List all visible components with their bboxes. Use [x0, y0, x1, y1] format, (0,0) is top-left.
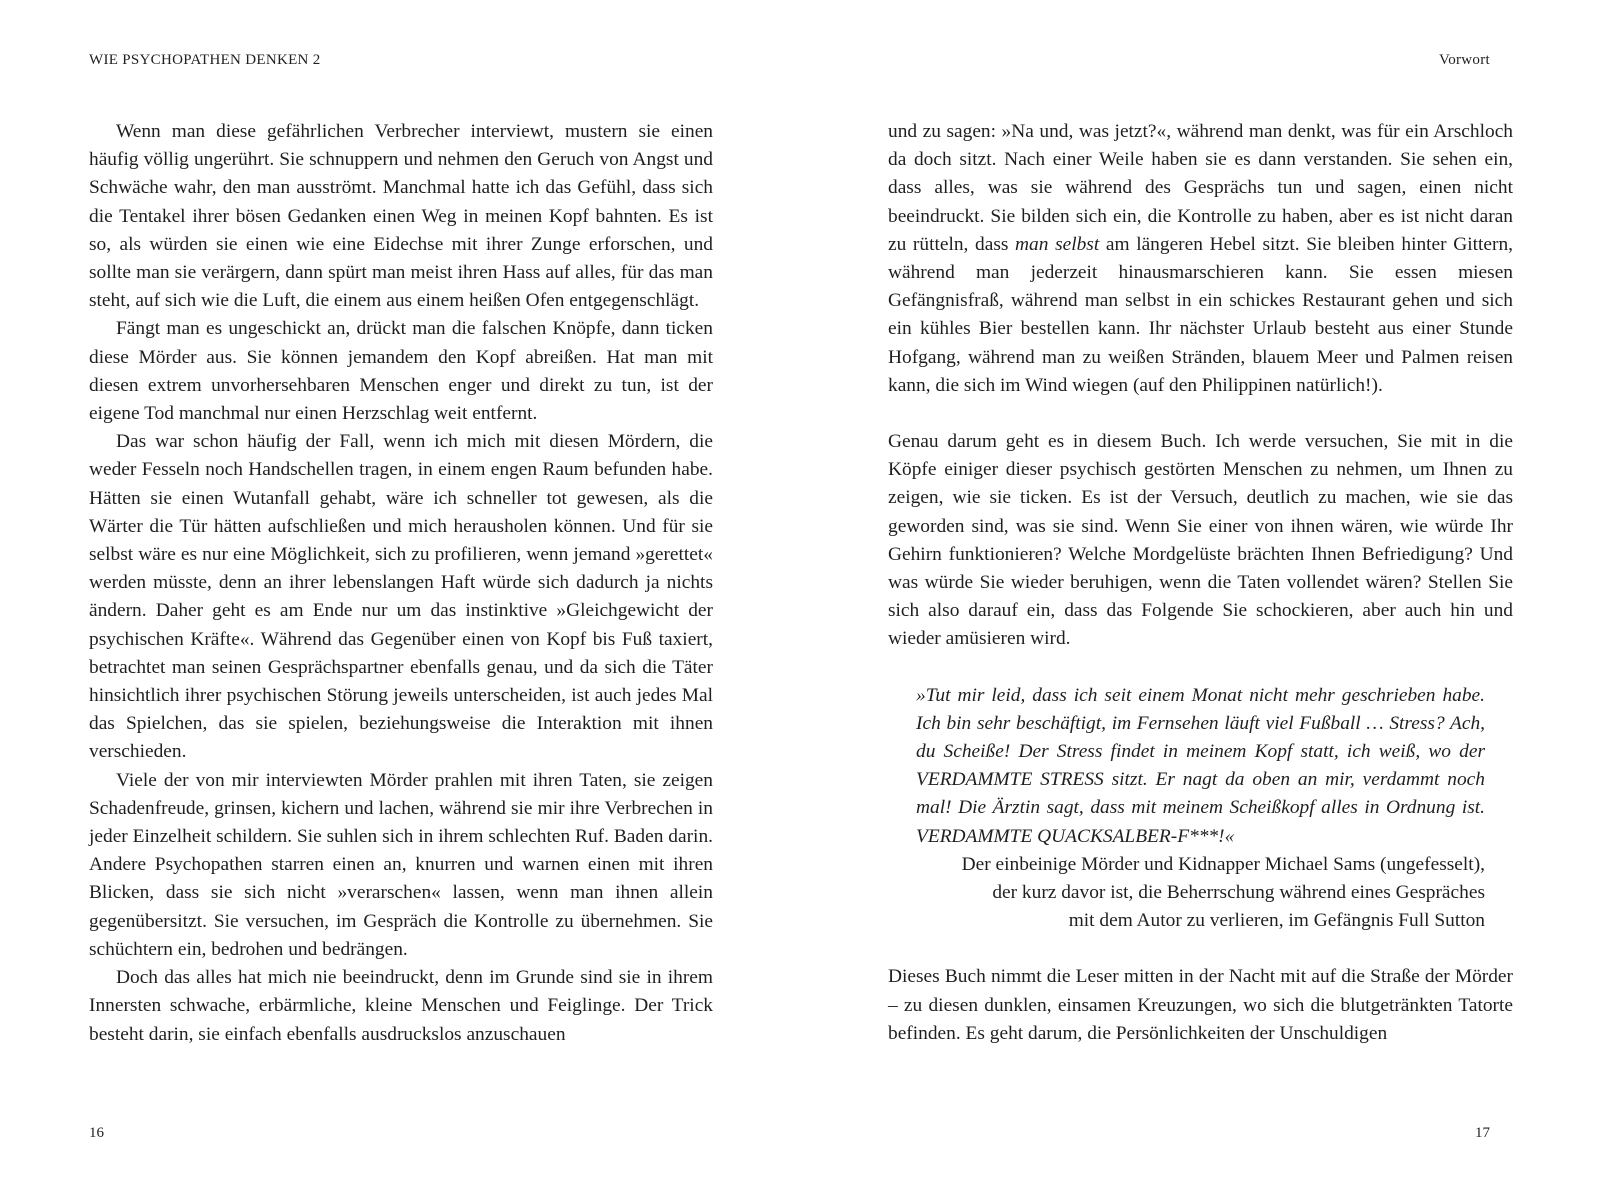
- body-paragraph: Wenn man diese gefährlichen Verbrecher interviewt, mustern sie einen häufig völlig ungerührt. Sie schnuppern und nehmen den Geruch von Angst und Schwäche wahr, den man ausströmt. Manchmal hatte ich das Gefühl, dass sich die Tentakel ihrer bösen Gedanken einen Weg in meinen Kopf bahnten. Es ist so, als würden sie einen wie eine Eidechse mit ihrer Zunge erforschen, und sollte man sie verärgern, dann spürt man meist ihren Hass auf alles, für das man steht, auf sich wie die Luft, die einem aus einem heißen Ofen entgegenschlägt.: [89, 121, 713, 312]
- right-page: [800, 0, 1600, 1186]
- page-number: 16: [89, 1125, 104, 1141]
- text-run: und zu sagen: »Na und, was jetzt?«, während man denkt, was für ein Arschloch da doch sitzt. Nach einer Weile haben sie es dann verstanden. Sie sehen ein, dass alles, was sie während des Gesprächs tun und sagen, einen nicht beeindruckt. Sie bilden sich ein, die Kontrolle zu haben, aber es ist nicht daran zu rütteln, dass: [888, 121, 1513, 255]
- running-head-chapter-title: Vorwort: [1439, 52, 1490, 68]
- body-paragraph: Doch das alles hat mich nie beeindruckt, denn im Grunde sind sie in ihrem Innersten schwache, erbärmliche, kleine Menschen und Feiglinge. Der Trick besteht darin, sie einfach ebenfalls ausdruckslos anzuschauen: [89, 967, 713, 1045]
- right-text-block: [888, 118, 1513, 1048]
- attribution-line: mit dem Autor zu verlieren, im Gefängnis Full Sutton: [1068, 910, 1485, 932]
- page-number: 17: [1475, 1125, 1490, 1141]
- body-paragraph: Fängt man es ungeschickt an, drückt man die falschen Knöpfe, dann ticken diese Mörder aus. Sie können jemandem den Kopf abreißen. Hat man mit diesen extrem unvorhersehbaren Menschen enger und direkt zu tun, ist der eigene Tod manchmal nur einen Herzschlag weit entfernt.: [89, 318, 713, 425]
- body-paragraph: Viele der von mir interviewten Mörder prahlen mit ihren Taten, sie zeigen Schadenfreude, grinsen, kichern und lachen, während sie mir ihre Verbrechen in jeder Einzelheit schildern. Sie suhlen sich in ihrem schlechten Ruf. Baden darin. Andere Psychopathen starren einen an, knurren und warnen einen mit ihren Blicken, dass sie sich nicht »verarschen« lassen, wenn man ihnen allein gegenübersitzt. Sie versuchen, im Gespräch die Kontrolle zu übernehmen. Sie schüchtern ein, bedrohen und bedrängen.: [89, 769, 713, 960]
- body-paragraph: [888, 118, 1513, 400]
- attribution-line: der kurz davor ist, die Beherrschung während eines Gespräches: [992, 882, 1485, 904]
- body-paragraph: Genau darum geht es in diesem Buch. Ich werde versuchen, Sie mit in die Köpfe einiger dieser psychisch gestörten Menschen zu nehmen, um Ihnen zu zeigen, wie sie ticken. Es ist der Versuch, deutlich zu machen, wie sie das geworden sind, was sie sind. Wenn Sie einer von ihnen wären, wie würde Ihr Gehirn funktionieren? Welche Mordgelüste brächten Ihnen Befriedigung? Und was würde Sie wieder beruhigen, wenn die Taten vollendet wären? Stellen Sie sich also darauf ein, dass das Folgende Sie schockieren, aber auch hin und wieder amüsieren wird.: [888, 431, 1513, 650]
- attribution-line: Der einbeinige Mörder und Kidnapper Michael Sams (ungefesselt),: [961, 853, 1485, 875]
- text-run: am längeren Hebel sitzt. Sie bleiben hinter Gittern, während man jederzeit hinausmarschieren kann. Sie essen miesen Gefängnisfraß, während man selbst in ein schickes Restaurant gehen und sich ein kühles Bier bestellen kann. Ihr nächster Urlaub besteht aus einer Stunde Hofgang, während man zu weißen Stränden, blauem Meer und Palmen reisen kann, die sich im Wind wiegen (auf den Philippinen natürlich!).: [888, 233, 1514, 396]
- body-paragraph: Das war schon häufig der Fall, wenn ich mich mit diesen Mördern, die weder Fesseln noch Handschellen tragen, in einem engen Raum befunden habe. Hätten sie einen Wutanfall gehabt, wäre ich schneller tot gewesen, als die Wärter die Tür hätten aufschließen und mich herausholen können. Und für sie selbst wäre es nur eine Möglichkeit, sich zu profilieren, wenn jemand »gerettet« werden müsste, denn an ihrer lebenslangen Haft würde sich dadurch ja nichts ändern. Daher geht es am Ende nur um das instinktive »Gleichgewicht der psychischen Kräfte«. Während das Gegenüber einen von Kopf bis Fuß taxiert, betrachtet man seinen Gesprächspartner ebenfalls genau, und da sich die Täter hinsichtlich ihrer psychischen Störung jeweils unterscheiden, ist auch jedes Mal das Spielchen, das sie spielen, beziehungsweise die Interaktion mit ihnen verschieden.: [89, 431, 713, 763]
- emphasis-text: man selbst: [1015, 233, 1100, 255]
- block-quote: »Tut mir leid, dass ich seit einem Monat nicht mehr geschrieben habe. Ich bin sehr beschäftigt, im Fernsehen läuft viel Fußball … Stress? Ach, du Scheiße! Der Stress findet in meinem Kopf statt, ich weiß, wo der VERDAMMTE STRESS sitzt. Er nagt da oben an mir, verdammt noch mal! Die Ärztin sagt, dass mit meinem Scheißkopf alles in Ordnung ist. VERDAMMTE QUACKSALBER-F***!«: [916, 684, 1485, 847]
- running-head-book-title: WIE PSYCHOPATHEN DENKEN 2: [89, 52, 321, 68]
- body-paragraph: Dieses Buch nimmt die Leser mitten in der Nacht mit auf die Straße der Mörder – zu diesen dunklen, einsamen Kreuzungen, wo sich die blutgetränkten Tatorte befinden. Es geht darum, die Persönlichkeiten der Unschuldigen: [888, 966, 1513, 1044]
- left-text-block: [89, 118, 713, 1049]
- quote-attribution: [888, 851, 1485, 936]
